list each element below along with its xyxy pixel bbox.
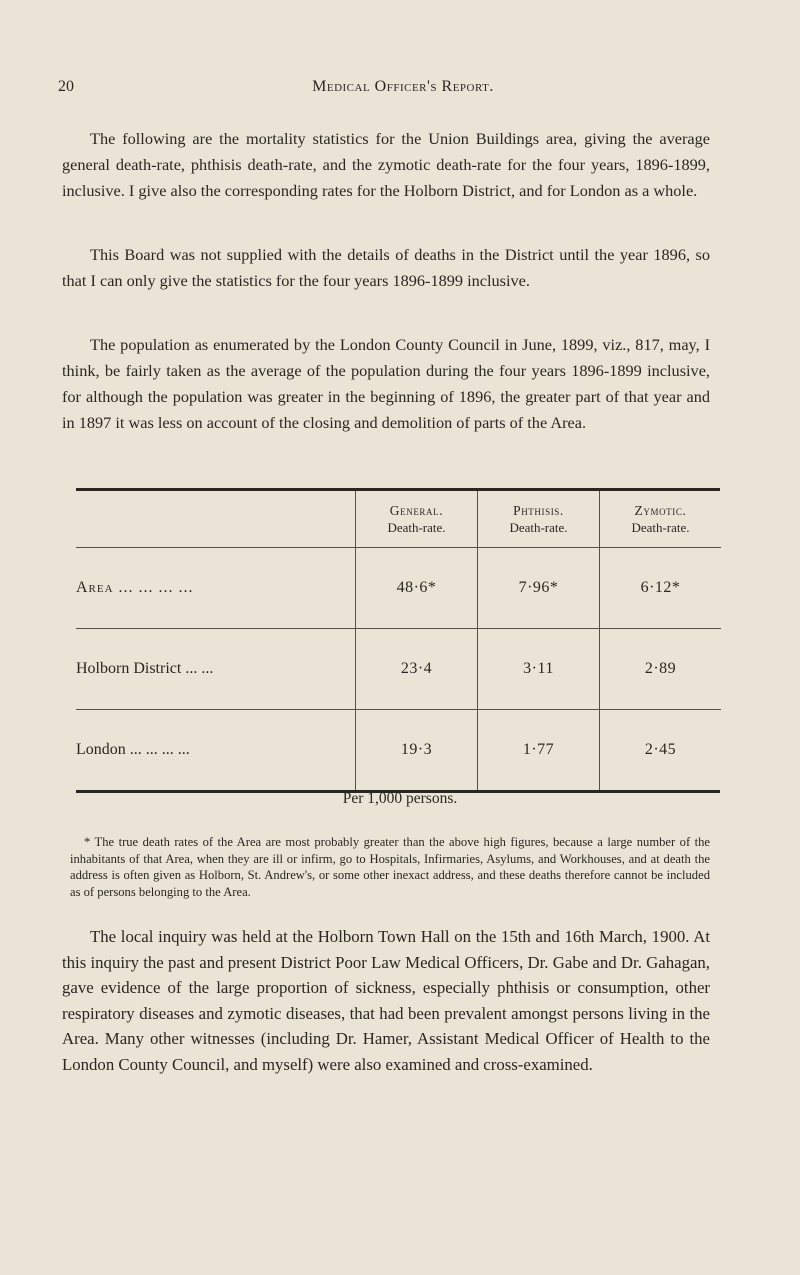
page-number: 20 [58, 78, 74, 95]
paragraph-3 [62, 332, 710, 436]
header-general-name: General. [389, 503, 444, 518]
table-row-area [76, 548, 721, 629]
running-title: Medical Officer's Report. [312, 78, 494, 95]
paragraph-2 [62, 242, 710, 294]
mortality-table [76, 488, 720, 793]
table-header-row [76, 491, 721, 548]
header-blank [76, 491, 356, 548]
header-phthisis [478, 491, 600, 548]
paragraph-text: This Board was not supplied with the details of deaths in the District until the year 1896, so that I can only give the statistics for the four years 1896-1899 inclusive. [62, 245, 710, 290]
header-zymotic-sub: Death-rate. [631, 520, 690, 535]
paragraph-text: The local inquiry was held at the Holborn Town Hall on the 15th and 16th March, 1900. At this inquiry the past and present District Poor Law Medical Officers, Dr. Gabe and Dr. Gahagan, gave evidence of the large proportion of sickness, especially phthisis or consumption, other respiratory diseases and zymotic diseases, that had been prevalent amongst persons living in the Area. Many other witnesses (including Dr. Hamer, Assistant Medical Officer of Health to the London County Council, and myself) were also examined and cross-examined. [62, 927, 710, 1074]
paragraph-text: The population as enumerated by the London County Council in June, 1899, viz., 817, may, I think, be fairly taken as the average of the population during the four years 1896-1899 inclusive, for although the population was greater in the beginning of 1896, the greater part of that year and in 1897 it was less on account of the closing and demolition of parts of the Area. [62, 335, 710, 432]
cell-holborn-zymotic: 2·89 [600, 629, 722, 710]
header-general [356, 491, 478, 548]
table-row-holborn [76, 629, 721, 710]
cell-area-zymotic: 6·12* [600, 548, 722, 629]
cell-area-phthisis: 7·96* [478, 548, 600, 629]
cell-holborn-general: 23·4 [356, 629, 478, 710]
table-caption: Per 1,000 persons. [342, 790, 458, 807]
cell-london-phthisis: 1·77 [478, 710, 600, 790]
row-label-london: London ... ... ... ... [76, 741, 190, 758]
paragraph-1 [62, 126, 710, 204]
cell-london-general: 19·3 [356, 710, 478, 790]
paragraph-text: The following are the mortality statistics for the Union Buildings area, giving the average general death-rate, phthisis death-rate, and the zymotic death-rate for the four years, 1896-1899, inclusive. I give also the corresponding rates for the Holborn District, and for London as a whole. [62, 129, 710, 200]
header-phthisis-name: Phthisis. [513, 503, 564, 518]
row-label-holborn: Holborn District ... ... [76, 660, 214, 677]
footnote: * The true death rates of the Area are most probably greater than the above high figures, because a large number of the inhabitants of that Area, when they are ill or infirm, go to Hospitals, Infirmaries, Asylums, and Workhouses, and at death the address is often given as Holborn, St. Andrew's, or some other inexact address, and these deaths therefore cannot be included as of persons belonging to the Area. [70, 835, 710, 899]
header-phthisis-sub: Death-rate. [509, 520, 568, 535]
header-general-sub: Death-rate. [387, 520, 446, 535]
row-label-area: Area ... ... ... ... [76, 579, 194, 596]
cell-holborn-phthisis: 3·11 [478, 629, 600, 710]
header-zymotic [600, 491, 722, 548]
paragraph-4 [62, 924, 710, 1077]
header-zymotic-name: Zymotic. [634, 503, 687, 518]
cell-area-general: 48·6* [356, 548, 478, 629]
table-row-london [76, 710, 721, 790]
page-header [58, 78, 748, 102]
cell-london-zymotic: 2·45 [600, 710, 722, 790]
